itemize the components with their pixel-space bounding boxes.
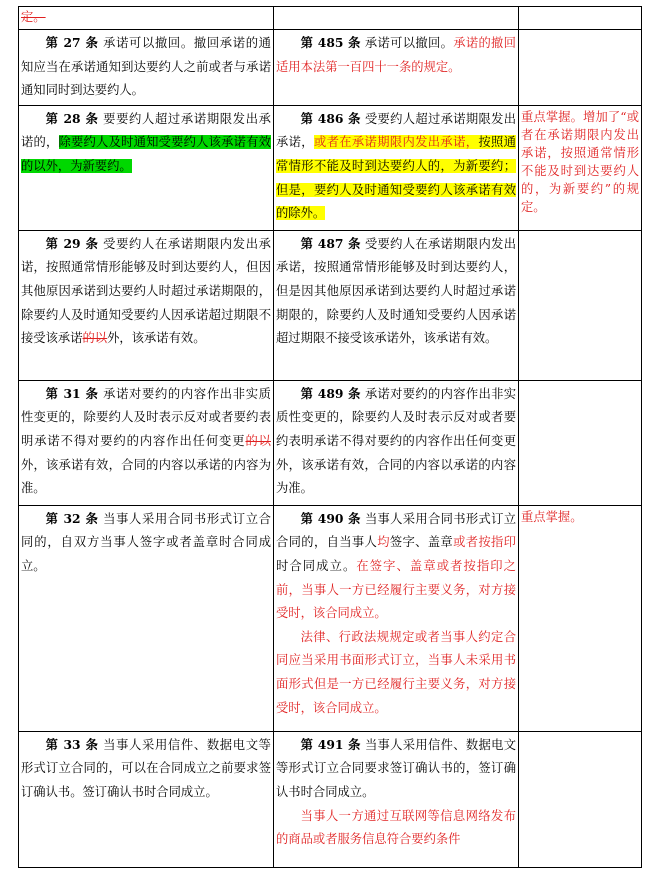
article-number: 第 32 条: [45, 510, 99, 526]
article-text: 当事人采用信件、数据电文等形式订立合同的，可以在合同成立之前要求签订确认书。签订确认书时合同成立。: [21, 737, 271, 799]
table-row: [19, 30, 642, 106]
new-law-cell: [274, 105, 519, 230]
article-number: 第 486 条: [300, 110, 361, 126]
article-number: 第 28 条: [45, 110, 99, 126]
article-text: 当事人采用合同书形式订立合同的，自双方当事人签字或者盖章时合同成立。: [21, 511, 271, 573]
added-highlighted-text: 或者在承诺期限内发出承诺，: [313, 135, 479, 150]
article-text: 受要约人在承诺期限内发出承诺，按照通常情形能够及时到达要约人，但是因其他原因承诺到达要约人时超过承诺期限的，除要约人及时通知受要约人因承诺超过期限不接受该承诺外，该承诺有效。: [276, 236, 516, 346]
added-paragraph: 法律、行政法规规定或者当事人约定合同应当采用书面形式订立，当事人未采用书面形式但是一方已经履行主要义务，对方接受时，该合同成立。: [276, 629, 516, 715]
deleted-text: 定。: [21, 10, 46, 24]
added-text: 或者按指印: [453, 535, 516, 550]
article-text: 外，该承诺有效。: [107, 331, 206, 346]
article-text: 当事人采用合同书形式订立合同的，自当事人: [276, 511, 516, 550]
note-cell: [519, 380, 642, 505]
table-row: [19, 380, 642, 505]
table-row: [19, 105, 642, 230]
new-law-cell: [274, 7, 519, 30]
added-text: 承诺的撤回适用本法第一百四十一条的规定。: [276, 36, 516, 74]
article-text: 外，该承诺有效，合同的内容以承诺的内容为准。: [21, 457, 271, 496]
table-row: [19, 7, 642, 30]
new-law-cell: [274, 505, 519, 731]
table-row: [19, 230, 642, 380]
old-law-cell: [19, 30, 274, 106]
note-cell: [519, 230, 642, 380]
old-law-cell: [19, 731, 274, 867]
article-number: 第 27 条: [45, 35, 99, 50]
table-row: [19, 731, 642, 867]
article-number: 第 487 条: [300, 235, 361, 251]
highlighted-text: 除要约人及时通知受要约人该承诺有效的以外，为新要约。: [21, 135, 271, 173]
article-text: 要要约人超过承诺期限发出承诺的，: [21, 111, 271, 150]
old-law-cell: [19, 230, 274, 380]
highlighted-text: 按照通常情形不能及时到达要约人的，为新要约；但是，要约人及时通知受要约人该承诺有效的除外。: [276, 135, 516, 221]
added-paragraph: 当事人一方通过互联网等信息网络发布的商品或者服务信息符合要约条件: [276, 808, 516, 847]
note-text: 重点掌握。: [521, 509, 583, 524]
article-text: 承诺对要约的内容作出非实质性变更的，除要约人及时表示反对或者要约表明承诺不得对要约的内容作出任何变更外，该承诺有效，合同的内容以承诺的内容为准。: [276, 386, 516, 496]
note-cell: [519, 505, 642, 731]
new-law-cell: [274, 230, 519, 380]
old-law-cell: [19, 505, 274, 731]
comparison-table: [18, 6, 642, 868]
old-law-cell: [19, 380, 274, 505]
new-law-cell: [274, 731, 519, 867]
article-number: 第 33 条: [45, 736, 99, 752]
old-law-cell: [19, 105, 274, 230]
deleted-text: 的以: [245, 433, 271, 448]
article-text: 承诺对要约的内容作出非实质性变更的，除要约人及时表示反对或者要约表明承诺不得对要约的内容作出任何变更: [21, 386, 271, 448]
old-law-cell: [19, 7, 274, 30]
note-text: 重点掌握。增加了“或者在承诺期限内发出承诺，按照通常情形不能及时到达要约人的，为新要约”的规定。: [521, 109, 639, 214]
note-cell: [519, 105, 642, 230]
article-text: 当事人采用信件、数据电文等形式订立合同要求签订确认书的，签订确认书时合同成立。: [276, 737, 516, 799]
article-number: 第 489 条: [300, 385, 361, 401]
article-number: 第 490 条: [300, 510, 361, 526]
article-text: 时合同成立。: [276, 558, 357, 573]
article-text: 受要约人超过承诺期限发出承诺，: [276, 111, 516, 150]
note-cell: [519, 7, 642, 30]
article-text: 承诺可以撤回。: [364, 36, 454, 50]
new-law-cell: [274, 30, 519, 106]
added-text: 在签字、盖章或者按指印之前，当事人一方已经履行主要义务，对方接受时，该合同成立。: [276, 558, 516, 621]
deleted-text: 的以: [82, 331, 108, 346]
table-row: [19, 505, 642, 731]
note-cell: [519, 30, 642, 106]
article-number: 第 491 条: [300, 736, 361, 752]
note-cell: [519, 731, 642, 867]
article-number: 第 29 条: [45, 235, 99, 251]
article-text: 签字、盖章: [389, 535, 454, 550]
new-law-cell: [274, 380, 519, 505]
article-text: 受要约人在承诺期限内发出承诺，按照通常情形能够及时到达要约人，但因其他原因承诺到达要约人时超过承诺期限的，除要约人及时通知受要约人因承诺超过期限不接受该承诺: [21, 236, 271, 346]
article-text: 承诺可以撤回。撤回承诺的通知应当在承诺通知到达要约人之前或者与承诺通知同时到达要约人。: [21, 36, 271, 98]
article-number: 第 31 条: [45, 385, 99, 401]
added-text: 均: [377, 535, 390, 550]
article-number: 第 485 条: [300, 35, 361, 50]
